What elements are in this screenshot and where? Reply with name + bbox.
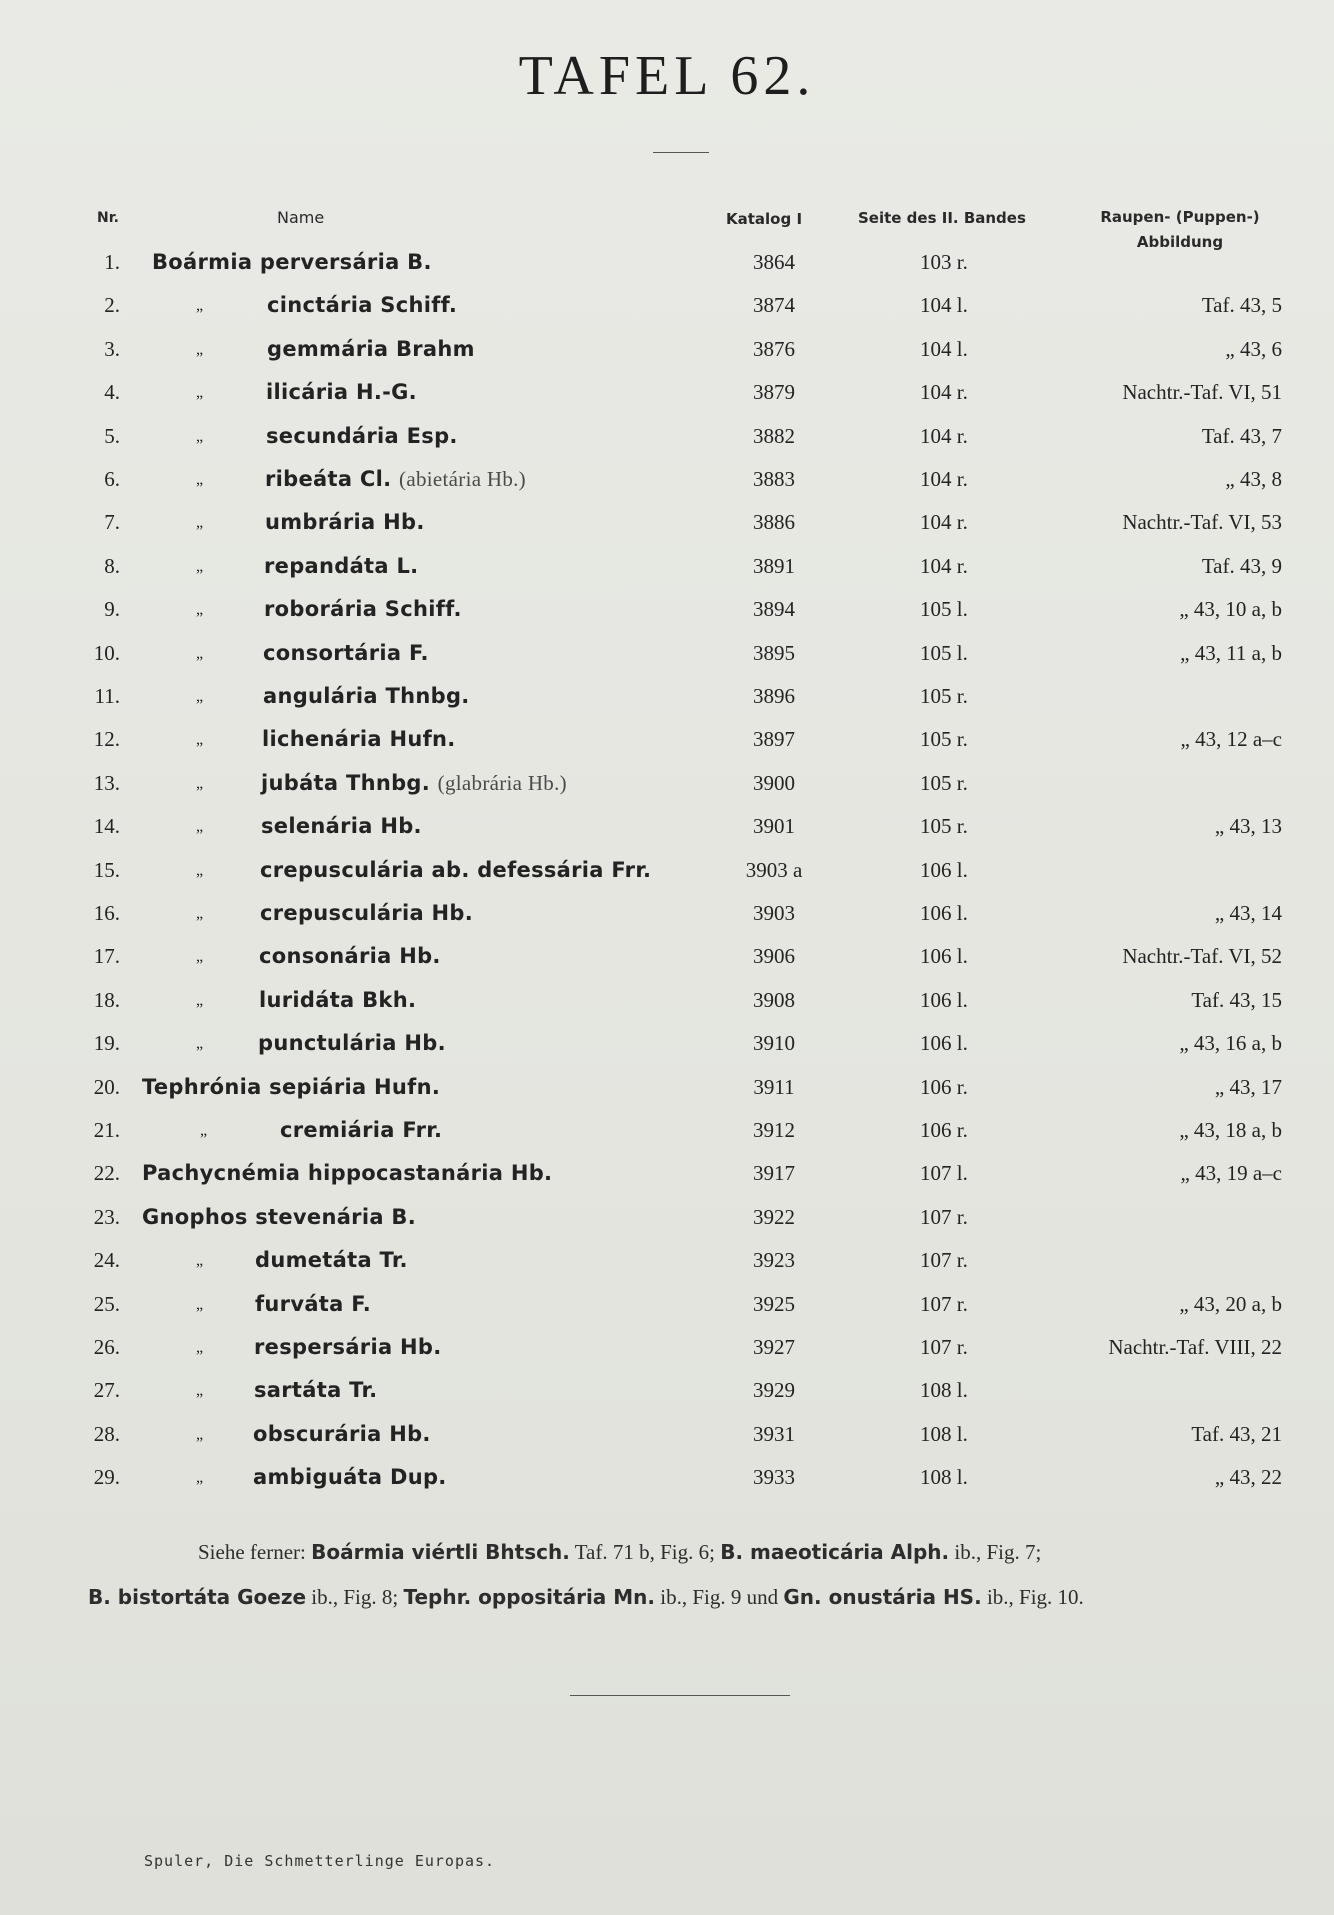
species-name-text: crepusculária Hb. — [260, 901, 474, 925]
species-name — [266, 424, 458, 448]
ditto-mark: „ — [196, 384, 204, 402]
row-number: 18. — [93, 987, 120, 1012]
note-text: Taf. 71 b, Fig. 6; — [569, 1540, 721, 1564]
title-divider — [653, 152, 709, 153]
species-name — [267, 293, 457, 317]
table-row — [0, 1465, 1334, 1505]
page-reference: 107 r. — [920, 1291, 968, 1316]
species-name-text: secundária Esp. — [266, 423, 458, 448]
row-number: 26. — [93, 1335, 120, 1359]
note-species: Gn. onustária HS. — [783, 1585, 982, 1609]
page-reference: 106 r. — [920, 1074, 968, 1099]
page-reference: 105 r. — [920, 684, 968, 708]
footer-publisher: Spuler, Die Schmetterlinge Europas. — [144, 1852, 496, 1870]
note-line-1 — [198, 1540, 1334, 1565]
species-name-text: ilicária H.-G. — [266, 380, 417, 405]
table-row — [0, 771, 1334, 811]
species-name-text: ambiguáta Dup. — [253, 1465, 447, 1490]
katalog-number: 3911 — [753, 1074, 795, 1099]
ditto-mark: „ — [196, 1469, 204, 1487]
page-reference: 107 l. — [920, 1161, 968, 1186]
ditto-mark: „ — [196, 340, 204, 358]
species-name-text: luridáta Bkh. — [259, 987, 417, 1012]
katalog-number: 3917 — [753, 1161, 795, 1186]
header-raupen-line1: Raupen- (Puppen-) — [1100, 208, 1260, 226]
ditto-mark: „ — [196, 557, 204, 575]
page-reference: 104 r. — [920, 467, 968, 491]
row-number: 5. — [104, 423, 120, 448]
katalog-number: 3908 — [753, 987, 795, 1012]
synonym: (glabrária Hb.) — [437, 770, 567, 795]
species-name — [263, 684, 470, 708]
row-number: 14. — [93, 814, 120, 839]
table-row — [0, 380, 1334, 420]
species-name-text: dumetáta Tr. — [255, 1248, 408, 1273]
species-name-text: jubáta Thnbg. — [261, 770, 431, 795]
figure-reference: „ 43, 11 a, b — [1180, 640, 1282, 665]
katalog-number: 3903 a — [745, 857, 803, 882]
species-name-text: Tephrónia sepiária Hufn. — [142, 1074, 441, 1099]
row-number: 22. — [93, 1161, 120, 1186]
table-row — [0, 1422, 1334, 1462]
species-name-text: obscurária Hb. — [253, 1421, 431, 1446]
figure-reference: „ 43, 6 — [1225, 336, 1282, 361]
figure-reference: Nachtr.-Taf. VI, 51 — [1122, 380, 1282, 405]
species-name — [253, 1465, 447, 1489]
species-name-text: consonária Hb. — [259, 944, 441, 969]
species-name-text: umbrária Hb. — [265, 510, 425, 535]
note-species: B. maeoticária Alph. — [720, 1540, 950, 1564]
table-row — [0, 1248, 1334, 1288]
table-row — [0, 727, 1334, 767]
table-row — [0, 1075, 1334, 1115]
ditto-mark: „ — [196, 1339, 204, 1356]
table-row — [0, 901, 1334, 941]
bottom-divider — [570, 1695, 790, 1696]
species-name — [142, 1161, 552, 1185]
header-name: Name — [277, 208, 325, 227]
species-name — [254, 1378, 377, 1402]
page-reference: 104 l. — [920, 293, 968, 318]
figure-reference: Taf. 43, 5 — [1201, 293, 1282, 318]
page-reference: 105 l. — [920, 597, 968, 622]
table-row — [0, 1205, 1334, 1245]
row-number: 27. — [93, 1378, 120, 1403]
ditto-mark: „ — [196, 948, 204, 966]
page-reference: 105 r. — [920, 770, 968, 795]
note-line-2 — [88, 1585, 1334, 1610]
ditto-mark: „ — [196, 774, 204, 792]
row-number: 28. — [93, 1421, 120, 1446]
table-row — [0, 944, 1334, 984]
row-number: 11. — [94, 684, 120, 708]
species-name — [280, 1118, 442, 1142]
katalog-number: 3912 — [753, 1118, 795, 1142]
page-reference: 106 l. — [920, 944, 968, 969]
species-name-text: lichenária Hufn. — [262, 727, 456, 752]
header-raupen — [1090, 205, 1270, 255]
ditto-mark: „ — [196, 601, 204, 619]
species-name-text: Gnophos stevenária B. — [142, 1204, 416, 1229]
note-text: ib., Fig. 9 und — [655, 1585, 784, 1609]
species-name-text: punctulária Hb. — [258, 1031, 446, 1056]
species-name — [255, 1292, 371, 1316]
row-number: 16. — [93, 901, 120, 925]
note-text: Siehe ferner: — [198, 1540, 312, 1564]
figure-reference: „ 43, 20 a, b — [1179, 1291, 1282, 1316]
row-number: 19. — [93, 1031, 120, 1056]
katalog-number: 3901 — [753, 814, 795, 839]
note-species: B. bistortáta Goeze — [88, 1585, 307, 1609]
page-reference: 106 r. — [920, 1118, 968, 1142]
katalog-number: 3933 — [753, 1465, 795, 1490]
page-reference: 108 l. — [920, 1465, 968, 1490]
note-species: Boármia viértli Bhtsch. — [311, 1540, 570, 1564]
ditto-mark: „ — [196, 1382, 204, 1400]
table-row — [0, 467, 1334, 507]
row-number: 8. — [104, 553, 120, 578]
figure-reference: „ 43, 22 — [1214, 1465, 1282, 1490]
species-name — [255, 1248, 408, 1272]
katalog-number: 3906 — [753, 944, 795, 969]
ditto-mark: „ — [196, 818, 204, 836]
figure-reference: Nachtr.-Taf. VI, 53 — [1122, 510, 1282, 535]
species-name-text: consortária F. — [263, 640, 429, 665]
row-number: 1. — [104, 250, 120, 274]
species-name — [266, 380, 417, 404]
table-row — [0, 1118, 1334, 1158]
species-name — [261, 814, 422, 838]
row-number: 24. — [93, 1248, 120, 1273]
species-name-text: roborária Schiff. — [264, 597, 462, 622]
page-reference: 103 r. — [920, 250, 968, 274]
figure-reference: „ 43, 19 a–c — [1180, 1161, 1282, 1186]
page-reference: 105 r. — [920, 814, 968, 839]
species-name — [262, 727, 456, 751]
page-reference: 105 l. — [920, 640, 968, 665]
ditto-mark: „ — [196, 471, 204, 488]
page-reference: 105 r. — [920, 727, 968, 752]
ditto-mark: „ — [196, 1425, 204, 1443]
ditto-mark: „ — [196, 1252, 204, 1270]
table-row — [0, 684, 1334, 724]
katalog-number: 3864 — [753, 250, 795, 274]
page-title: TAFEL 62. — [518, 45, 816, 107]
row-number: 25. — [93, 1291, 120, 1316]
header-katalog: Katalog I — [726, 210, 803, 228]
katalog-number: 3922 — [753, 1204, 795, 1229]
ditto-mark: „ — [200, 1122, 208, 1139]
figure-reference: „ 43, 14 — [1214, 901, 1282, 925]
row-number: 3. — [104, 336, 120, 361]
species-name-text: sartáta Tr. — [254, 1378, 378, 1403]
species-name-text: gemmária Brahm — [267, 336, 475, 361]
katalog-number: 3894 — [753, 597, 795, 622]
katalog-number: 3883 — [753, 467, 795, 491]
figure-reference: Taf. 43, 15 — [1191, 987, 1282, 1012]
row-number: 29. — [93, 1465, 120, 1490]
table-row — [0, 1292, 1334, 1332]
species-name-text: angulária Thnbg. — [263, 684, 470, 708]
row-number: 13. — [93, 770, 120, 795]
row-number: 9. — [104, 597, 120, 622]
species-name — [259, 944, 441, 968]
figure-reference: „ 43, 10 a, b — [1179, 597, 1282, 622]
row-number: 20. — [93, 1074, 120, 1099]
page-reference: 108 l. — [920, 1421, 968, 1446]
table-row — [0, 250, 1334, 290]
page-reference: 104 r. — [920, 553, 968, 578]
figure-reference: Taf. 43, 7 — [1201, 423, 1282, 448]
page-reference: 107 r. — [920, 1335, 968, 1359]
table-row — [0, 1031, 1334, 1071]
page-reference: 107 r. — [920, 1248, 968, 1273]
page-reference: 104 r. — [920, 380, 968, 405]
katalog-number: 3896 — [753, 684, 795, 708]
ditto-mark: „ — [196, 688, 204, 705]
row-number: 21. — [93, 1118, 120, 1142]
species-name-text: Boármia perversária B. — [152, 250, 432, 274]
note-text: ib., Fig. 10. — [981, 1585, 1084, 1609]
header-seite: Seite des II. Bandes — [858, 209, 1026, 227]
page-reference: 106 l. — [920, 987, 968, 1012]
species-name — [142, 1205, 416, 1229]
figure-reference: „ 43, 16 a, b — [1179, 1031, 1282, 1056]
table-row — [0, 597, 1334, 637]
species-name — [264, 554, 418, 578]
species-name-text: repandáta L. — [264, 553, 419, 578]
page-reference: 104 l. — [920, 336, 968, 361]
figure-reference: Taf. 43, 9 — [1201, 553, 1282, 578]
header-nr: Nr. — [97, 210, 119, 226]
figure-reference: „ 43, 18 a, b — [1179, 1118, 1282, 1142]
table-row — [0, 293, 1334, 333]
page-reference: 106 l. — [920, 857, 968, 882]
species-name — [259, 988, 416, 1012]
ditto-mark: „ — [196, 861, 204, 879]
katalog-number: 3923 — [753, 1248, 795, 1273]
table-row — [0, 1378, 1334, 1418]
row-number: 7. — [104, 510, 120, 535]
page-reference: 106 l. — [920, 1031, 968, 1056]
ditto-mark: „ — [196, 514, 204, 532]
ditto-mark: „ — [196, 905, 204, 922]
table-row — [0, 1161, 1334, 1201]
katalog-number: 3886 — [753, 510, 795, 535]
note-species: Tephr. oppositária Mn. — [403, 1585, 656, 1609]
synonym: (abietária Hb.) — [399, 467, 526, 491]
ditto-mark: „ — [196, 297, 204, 315]
katalog-number: 3927 — [753, 1335, 795, 1359]
ditto-mark: „ — [196, 427, 204, 445]
figure-reference: „ 43, 8 — [1225, 467, 1282, 491]
species-name-text: selenária Hb. — [261, 814, 422, 839]
table-row — [0, 1335, 1334, 1375]
species-name — [265, 467, 526, 492]
katalog-number: 3895 — [753, 640, 795, 665]
ditto-mark: „ — [196, 644, 204, 662]
katalog-number: 3882 — [753, 423, 795, 448]
page-reference: 108 l. — [920, 1378, 968, 1403]
species-name — [253, 1422, 431, 1446]
species-name-text: furváta F. — [255, 1291, 372, 1316]
table-row — [0, 858, 1334, 898]
table-row — [0, 424, 1334, 464]
row-number: 10. — [93, 640, 120, 665]
katalog-number: 3929 — [753, 1378, 795, 1403]
row-number: 17. — [93, 944, 120, 969]
species-name-text: Pachycnémia hippocastanária Hb. — [142, 1161, 553, 1186]
page-reference: 104 r. — [920, 423, 968, 448]
table-row — [0, 337, 1334, 377]
page-reference: 107 r. — [920, 1204, 968, 1229]
header-raupen-line2: Abbildung — [1136, 233, 1224, 251]
species-name-text: ribeáta Cl. — [265, 467, 392, 491]
table-row — [0, 510, 1334, 550]
page-reference: 104 r. — [920, 510, 968, 535]
species-name — [258, 1031, 446, 1055]
species-name — [260, 901, 473, 925]
species-name — [142, 1075, 440, 1099]
katalog-number: 3874 — [753, 293, 795, 318]
note-text: ib., Fig. 8; — [306, 1585, 404, 1609]
row-number: 6. — [104, 467, 120, 491]
katalog-number: 3931 — [753, 1421, 795, 1446]
katalog-number: 3876 — [753, 336, 795, 361]
species-name — [254, 1335, 442, 1359]
table-row — [0, 641, 1334, 681]
row-number: 4. — [104, 380, 120, 405]
page-reference: 106 l. — [920, 901, 968, 925]
species-name — [264, 597, 462, 621]
row-number: 2. — [104, 293, 120, 318]
figure-reference: Nachtr.-Taf. VI, 52 — [1122, 944, 1282, 969]
row-number: 12. — [93, 727, 120, 752]
figure-reference: Nachtr.-Taf. VIII, 22 — [1108, 1335, 1282, 1359]
figure-reference: „ 43, 12 a–c — [1180, 727, 1282, 752]
note-text: ib., Fig. 7; — [949, 1540, 1042, 1564]
row-number: 15. — [93, 857, 120, 882]
ditto-mark: „ — [196, 1295, 204, 1313]
species-name — [263, 641, 429, 665]
table-row — [0, 554, 1334, 594]
ditto-mark: „ — [196, 1035, 204, 1053]
species-name — [152, 250, 432, 274]
katalog-number: 3897 — [753, 727, 795, 752]
species-name — [267, 337, 475, 361]
species-name — [265, 510, 425, 534]
katalog-number: 3891 — [753, 553, 795, 578]
katalog-number: 3910 — [753, 1031, 795, 1056]
row-number: 23. — [93, 1204, 120, 1229]
species-name — [260, 858, 651, 882]
species-name-text: respersária Hb. — [254, 1335, 442, 1359]
katalog-number: 3900 — [753, 770, 795, 795]
figure-reference: Taf. 43, 21 — [1191, 1421, 1282, 1446]
figure-reference: „ 43, 13 — [1214, 814, 1282, 839]
species-name-text: cinctária Schiff. — [267, 293, 458, 318]
species-name-text: crepusculária ab. defessária Frr. — [260, 857, 652, 882]
species-name — [261, 771, 567, 796]
figure-reference: „ 43, 17 — [1214, 1074, 1282, 1099]
ditto-mark: „ — [196, 991, 204, 1009]
katalog-number: 3925 — [753, 1291, 795, 1316]
ditto-mark: „ — [196, 731, 204, 749]
species-name-text: cremiária Frr. — [280, 1118, 443, 1142]
katalog-number: 3879 — [753, 380, 795, 405]
table-row — [0, 988, 1334, 1028]
katalog-number: 3903 — [753, 901, 795, 925]
table-row — [0, 814, 1334, 854]
